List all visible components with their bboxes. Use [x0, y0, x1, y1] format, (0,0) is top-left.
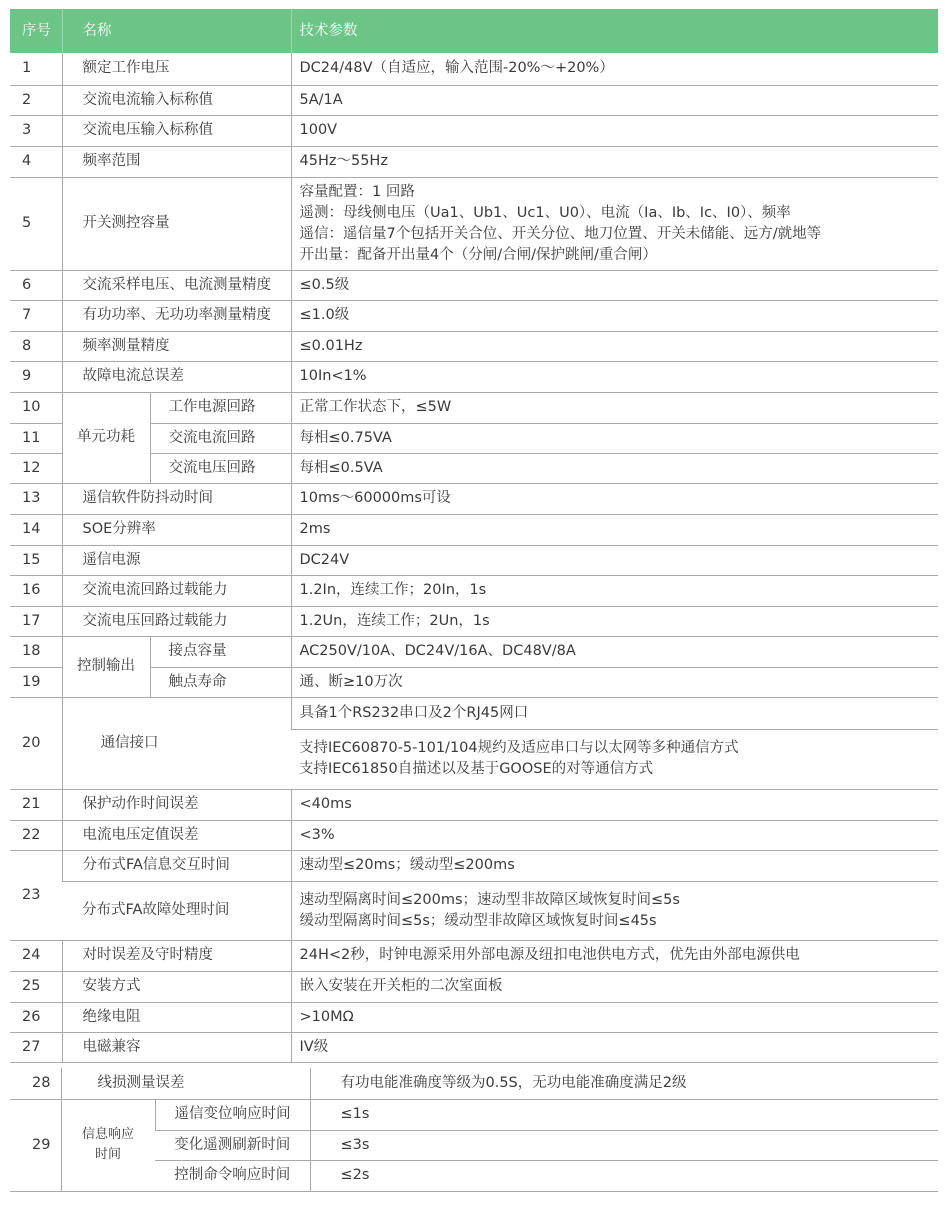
- row-name: 对时误差及守时精度: [62, 940, 291, 971]
- table-row: [10, 392, 938, 423]
- table-row: [10, 53, 938, 85]
- table-row: [10, 636, 938, 667]
- row-value: 10In<1%: [291, 361, 938, 392]
- row-name: 安装方式: [62, 971, 291, 1002]
- row-no: 17: [10, 606, 62, 636]
- row-no: 6: [10, 270, 62, 300]
- row-name: 电磁兼容: [62, 1032, 291, 1062]
- row-value: 2ms: [291, 514, 938, 545]
- value-line: 缓动型隔离时间≤5s；缓动型非故障区域恢复时间≤45s: [299, 912, 657, 929]
- row-value: [291, 729, 938, 789]
- row-value: <3%: [291, 820, 938, 850]
- row-subname: 工作电源回路: [150, 392, 291, 423]
- row-name: 频率测量精度: [62, 331, 291, 361]
- row-value: DC24/48V（自适应，输入范围-20%～+20%）: [291, 53, 938, 85]
- row-no: 27: [10, 1032, 62, 1062]
- row-name: 有功功率、无功功率测量精度: [62, 300, 291, 331]
- table-row: [10, 971, 938, 1002]
- row-value: 通、断≥10万次: [291, 667, 938, 697]
- value-line: 容量配置：1 回路: [299, 183, 415, 200]
- row-value: 45Hz～55Hz: [291, 146, 938, 177]
- row-subname: 变化遥测刷新时间: [155, 1130, 310, 1160]
- row-no: 23: [10, 850, 62, 940]
- row-no: 8: [10, 331, 62, 361]
- row-name: SOE分辨率: [62, 514, 291, 545]
- table-row: [10, 483, 938, 514]
- row-subname: 交流电压回路: [150, 453, 291, 483]
- row-value: 1.2Un，连续工作；2Un，1s: [291, 606, 938, 636]
- row-no: 21: [10, 789, 62, 820]
- row-no: 29: [10, 1099, 61, 1191]
- row-no: 9: [10, 361, 62, 392]
- table-row: [10, 423, 938, 453]
- value-line: 遥信：遥信量7个包括开关合位、开关分位、地刀位置、开关未储能、远方/就地等: [299, 225, 822, 242]
- row-value: 5A/1A: [291, 85, 938, 115]
- row-no: 22: [10, 820, 62, 850]
- row-no: 26: [10, 1002, 62, 1032]
- table-row: [10, 331, 938, 361]
- row-name: 分布式FA信息交互时间: [62, 850, 291, 881]
- row-no: 18: [10, 636, 62, 667]
- row-value: ≤0.5级: [291, 270, 938, 300]
- table-row: [10, 1002, 938, 1032]
- row-no: 19: [10, 667, 62, 697]
- row-subname: 控制命令响应时间: [155, 1160, 310, 1191]
- value-line: 遥测：母线侧电压（Ua1、Ub1、Uc1、U0）、电流（Ia、Ib、Ic、I0）、频率: [299, 204, 791, 221]
- row-value: [291, 177, 938, 270]
- value-line: 速动型隔离时间≤200ms；速动型非故障区域恢复时间≤5s: [299, 891, 680, 908]
- table-row: [10, 606, 938, 636]
- row-name: 开关测控容量: [62, 177, 291, 270]
- row-no: 14: [10, 514, 62, 545]
- row-value: DC24V: [291, 545, 938, 575]
- row-value: ≤2s: [310, 1160, 938, 1191]
- table-row: [10, 115, 938, 146]
- row-value: 有功电能准确度等级为0.5S，无功电能准确度满足2级: [310, 1068, 938, 1099]
- table-row: [10, 514, 938, 545]
- row-value: IV级: [291, 1032, 938, 1062]
- row-no: 25: [10, 971, 62, 1002]
- table-row: [10, 361, 938, 392]
- row-no: 15: [10, 545, 62, 575]
- group-line: 时间: [94, 1147, 121, 1162]
- table-row: [10, 1032, 938, 1062]
- row-no: 28: [10, 1068, 61, 1099]
- row-name: 交流电压输入标称值: [62, 115, 291, 146]
- table-row: [10, 146, 938, 177]
- table-row: [10, 1068, 938, 1099]
- row-name: 额定工作电压: [62, 53, 291, 85]
- table-row: [10, 453, 938, 483]
- table-row: [10, 789, 938, 820]
- row-name: 分布式FA故障处理时间: [62, 881, 291, 940]
- row-no: 12: [10, 453, 62, 483]
- row-value: ≤1.0级: [291, 300, 938, 331]
- row-value: 每相≤0.5VA: [291, 453, 938, 483]
- row-subname: 交流电流回路: [150, 423, 291, 453]
- row-no: 10: [10, 392, 62, 423]
- row-no: 1: [10, 53, 62, 85]
- group-line: 信息响应: [81, 1127, 134, 1142]
- row-no: 11: [10, 423, 62, 453]
- row-name: 频率范围: [62, 146, 291, 177]
- row-name: 交流电流输入标称值: [62, 85, 291, 115]
- table-row: [10, 1099, 938, 1130]
- row-value: 100V: [291, 115, 938, 146]
- row-no: 24: [10, 940, 62, 971]
- row-name: 交流电压回路过载能力: [62, 606, 291, 636]
- table-row: [10, 820, 938, 850]
- table-row: [10, 575, 938, 606]
- header-params: 技术参数: [291, 9, 938, 53]
- row-value: ≤3s: [310, 1130, 938, 1160]
- table-row: [10, 940, 938, 971]
- row-value: 具备1个RS232串口及2个RJ45网口: [291, 697, 938, 729]
- row-value: 正常工作状态下，≤5W: [291, 392, 938, 423]
- row-value: <40ms: [291, 789, 938, 820]
- row-value: ≤1s: [310, 1099, 938, 1130]
- table-header: [10, 9, 938, 53]
- table-row: [10, 300, 938, 331]
- table-row: [10, 177, 938, 270]
- table-row: [10, 881, 938, 940]
- row-value: 10ms～60000ms可设: [291, 483, 938, 514]
- group-name-control-output: 控制输出: [62, 636, 150, 697]
- row-no: 5: [10, 177, 62, 270]
- spec-table-continued: [10, 1068, 938, 1192]
- row-value: ≤0.01Hz: [291, 331, 938, 361]
- table-row: [10, 270, 938, 300]
- table-row: [10, 667, 938, 697]
- table-row: [10, 545, 938, 575]
- value-line: 支持IEC60870-5-101/104规约及适应串口与以太网等多种通信方式: [299, 740, 739, 756]
- header-name: 名称: [62, 9, 291, 53]
- row-subname: 遥信变位响应时间: [155, 1099, 310, 1130]
- group-name-info-response: [61, 1099, 155, 1191]
- row-name: 电流电压定值误差: [62, 820, 291, 850]
- header-no: 序号: [10, 9, 62, 53]
- value-line: 开出量：配备开出量4个（分闸/合闸/保护跳闸/重合闸）: [299, 246, 657, 263]
- spec-table: [10, 9, 938, 1063]
- row-value: 速动型≤20ms；缓动型≤200ms: [291, 850, 938, 881]
- table-row: [10, 850, 938, 881]
- row-no: 20: [10, 697, 62, 789]
- row-no: 13: [10, 483, 62, 514]
- row-name: 遥信软件防抖动时间: [62, 483, 291, 514]
- row-no: 4: [10, 146, 62, 177]
- table-row: [10, 697, 938, 729]
- row-subname: 触点寿命: [150, 667, 291, 697]
- row-subname: 接点容量: [150, 636, 291, 667]
- row-value: AC250V/10A、DC24V/16A、DC48V/8A: [291, 636, 938, 667]
- row-value: >10MΩ: [291, 1002, 938, 1032]
- row-value: 1.2In，连续工作；20In，1s: [291, 575, 938, 606]
- row-name: 交流电流回路过载能力: [62, 575, 291, 606]
- row-value: 24H<2秒，时钟电源采用外部电源及纽扣电池供电方式，优先由外部电源供电: [291, 940, 938, 971]
- group-name-unit-power: 单元功耗: [62, 392, 150, 483]
- row-value: [291, 881, 938, 940]
- row-no: 16: [10, 575, 62, 606]
- row-name: 绝缘电阻: [62, 1002, 291, 1032]
- row-no: 3: [10, 115, 62, 146]
- row-value: 嵌入安装在开关柜的二次室面板: [291, 971, 938, 1002]
- row-value: 每相≤0.75VA: [291, 423, 938, 453]
- row-name: 通信接口: [62, 697, 291, 789]
- value-line: 支持IEC61850自描述以及基于GOOSE的对等通信方式: [299, 761, 654, 777]
- row-name: 交流采样电压、电流测量精度: [62, 270, 291, 300]
- row-name: 故障电流总误差: [62, 361, 291, 392]
- row-name: 线损测量误差: [61, 1068, 310, 1099]
- row-no: 2: [10, 85, 62, 115]
- row-name: 遥信电源: [62, 545, 291, 575]
- row-no: 7: [10, 300, 62, 331]
- row-name: 保护动作时间误差: [62, 789, 291, 820]
- table-row: [10, 85, 938, 115]
